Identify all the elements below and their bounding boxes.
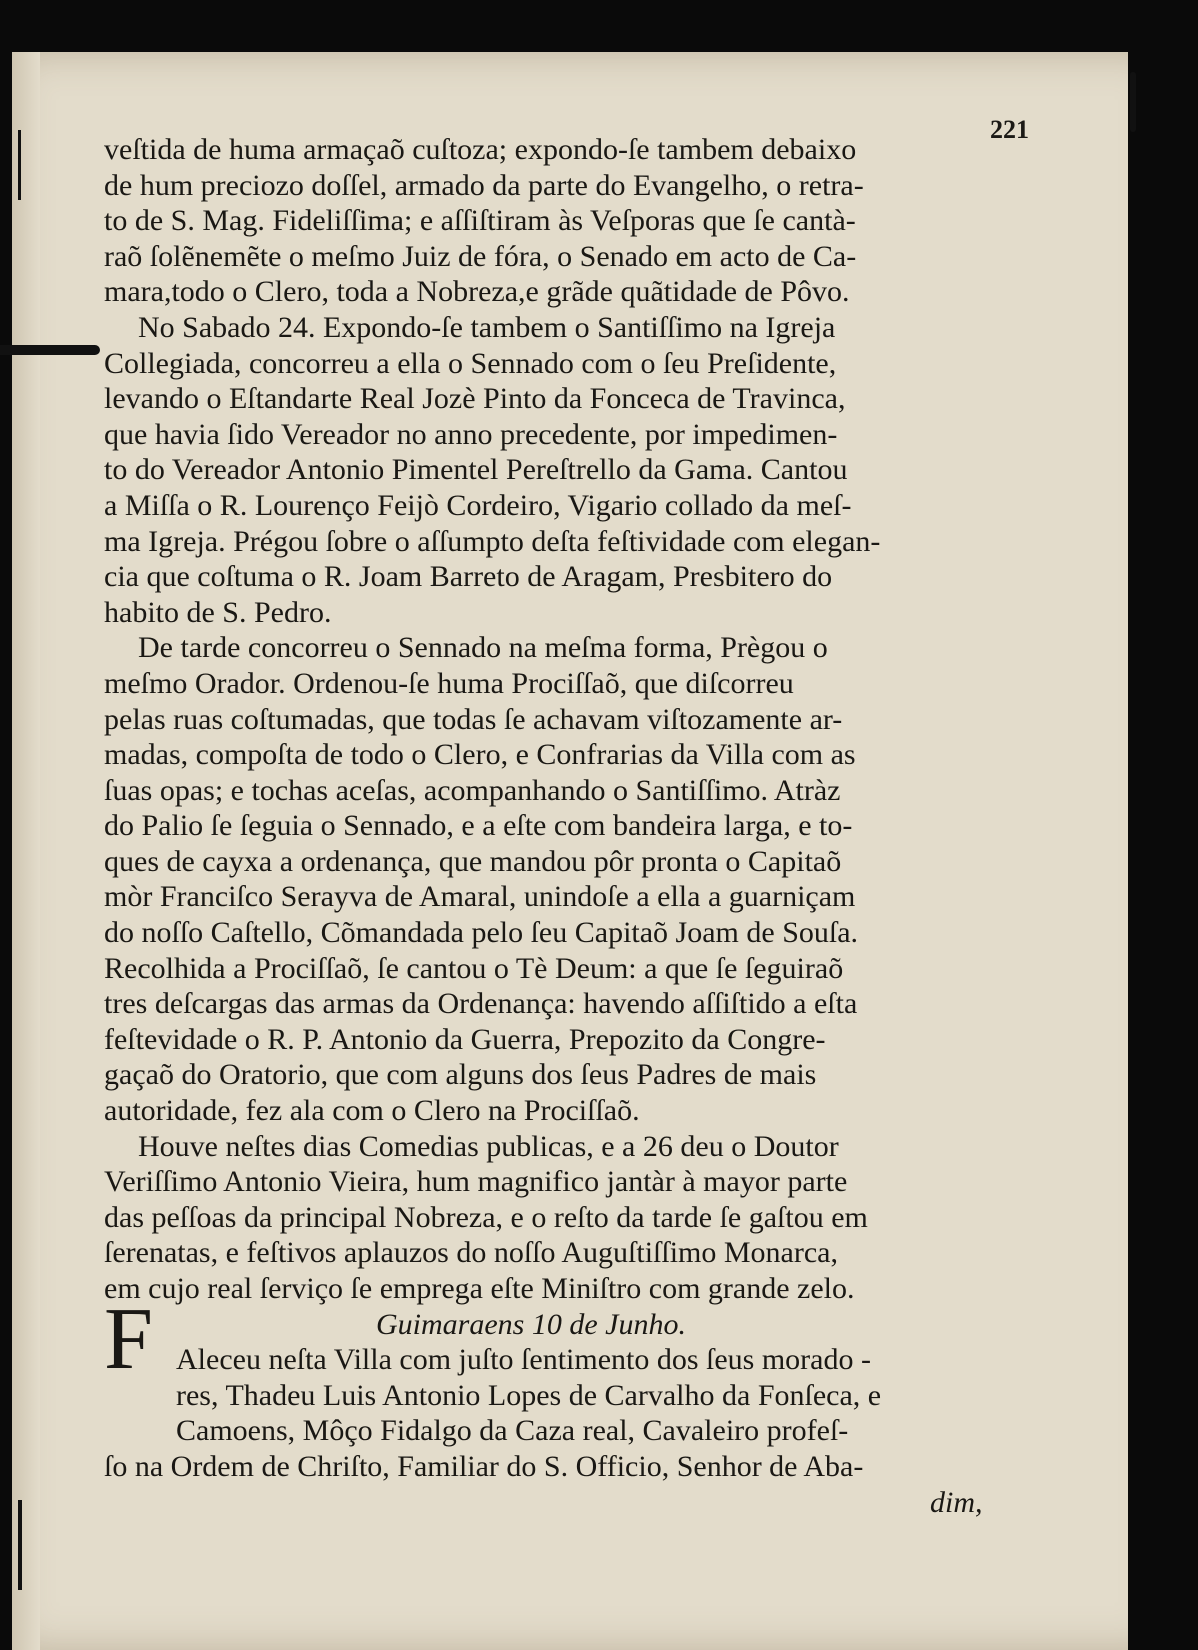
text-line: pelas ruas coſtumadas, que todas ſe achavam viſtozamente ar- [104, 702, 843, 736]
text-line: madas, compoſta de todo o Clero, e Confrarias da Villa com as [104, 738, 856, 772]
text-line: Aleceu neſta Villa com juſto ſentimento dos ſeus morado - [176, 1343, 871, 1377]
text-line: ſo na Ordem de Chriſto, Familiar do S. Officio, Senhor de Aba- [104, 1449, 864, 1483]
text-line: raõ ſolẽnemẽte o meſmo Juiz de fóra, o Senado em acto de Ca- [104, 239, 857, 273]
page-gutter [12, 52, 40, 1650]
text-line: levando o Eſtandarte Real Jozè Pinto da Fonceca de Travinca, [104, 382, 846, 416]
dateline: Guimaraens 10 de Junho. [376, 1307, 686, 1341]
drop-cap-initial: F [104, 1291, 153, 1388]
text-line: Collegiada, concorreu a ella o Sennado com o ſeu Preſidente, [104, 346, 837, 380]
text-line: ſerenatas, e feſtivos aplauzos do noſſo Auguſtiſſimo Monarca, [104, 1236, 838, 1270]
text-line: Veriſſimo Antonio Vieira, hum magnifico jantàr à mayor parte [104, 1165, 848, 1199]
paragraph-start-line: No Sabado 24. Expondo-ſe tambem o Santiſſimo na Igreja [138, 310, 836, 344]
text-line: que havia ſido Vereador no anno precedente, por impedimen- [104, 417, 838, 451]
text-line: de hum preciozo doſſel, armado da parte do Evangelho, o retra- [104, 168, 864, 202]
text-line: to do Vereador Antonio Pimentel Pereſtrello da Gama. Cantou [104, 453, 848, 487]
text-line: cia que coſtuma o R. Joam Barreto de Aragam, Presbitero do [104, 560, 833, 594]
text-line: autoridade, fez ala com o Clero na Prociſſaõ. [104, 1094, 640, 1128]
text-line: meſmo Orador. Ordenou-ſe huma Prociſſaõ, que diſcorreu [104, 666, 794, 700]
text-line: gaçaõ do Oratorio, que com alguns dos ſeus Padres de mais [104, 1058, 817, 1092]
text-line: Camoens, Môço Fidalgo da Caza real, Cavaleiro profeſ- [176, 1414, 849, 1448]
text-line: do noſſo Caſtello, Cõmandada pelo ſeu Capitaõ Joam de Souſa. [104, 916, 859, 950]
text-line: ſuas opas; e tochas aceſas, acompanhando o Santiſſimo. Atràz [104, 773, 841, 807]
text-line: veſtida de huma armaçaõ cuſtoza; expondo-ſe tambem debaixo [104, 133, 857, 166]
text-line: mòr Franciſco Serayva de Amaral, unindoſe a ella a guarniçam [104, 880, 856, 914]
text-line: em cujo real ſerviço ſe emprega eſte Miniſtro com grande zelo. [104, 1272, 855, 1305]
text-line: do Palio ſe ſeguia o Sennado, e a eſte com bandeira larga, e to- [104, 809, 853, 843]
catchword: dim, [930, 1485, 983, 1519]
text-line: to de S. Mag. Fideliſſima; e aſſiſtiram às Veſporas que ſe cantà- [104, 204, 856, 238]
page-edge-shadow [1128, 52, 1162, 1650]
text-line: a Miſſa o R. Lourenço Feijò Cordeiro, Vigario collado da meſ- [104, 488, 852, 522]
paragraph-start-line: De tarde concorreu o Sennado na meſma forma, Prègou o [138, 631, 828, 665]
text-line: mara,todo o Clero, toda a Nobreza,e grãde quãtidade de Pôvo. [104, 275, 850, 309]
text-line: das peſſoas da principal Nobreza, e o reſto da tarde ſe gaſtou em [104, 1200, 868, 1234]
text-line: ques de cayxa a ordenança, que mandou pôr pronta o Capitaõ [104, 844, 842, 878]
text-line: tres deſcargas das armas da Ordenança: havendo aſſiſtido a eſta [104, 987, 858, 1021]
paragraph-start-line: Houve neſtes dias Comedias publicas, e a 26 deu o Doutor [138, 1129, 839, 1163]
text-line: habito de S. Pedro. [104, 595, 332, 629]
page-number: 221 [990, 115, 1029, 144]
text-line: Recolhida a Prociſſaõ, ſe cantou o Tè Deum: a que ſe ſeguiraõ [104, 951, 844, 985]
text-line: feſtevidade o R. P. Antonio da Guerra, Prepozito da Congre- [104, 1022, 826, 1056]
text-line: ma Igreja. Prégou ſobre o aſſumpto deſta feſtividade com elegan- [104, 524, 881, 558]
body-text [104, 132, 1004, 1520]
text-line: res, Thadeu Luis Antonio Lopes de Carvalho da Fonſeca, e [176, 1378, 882, 1412]
